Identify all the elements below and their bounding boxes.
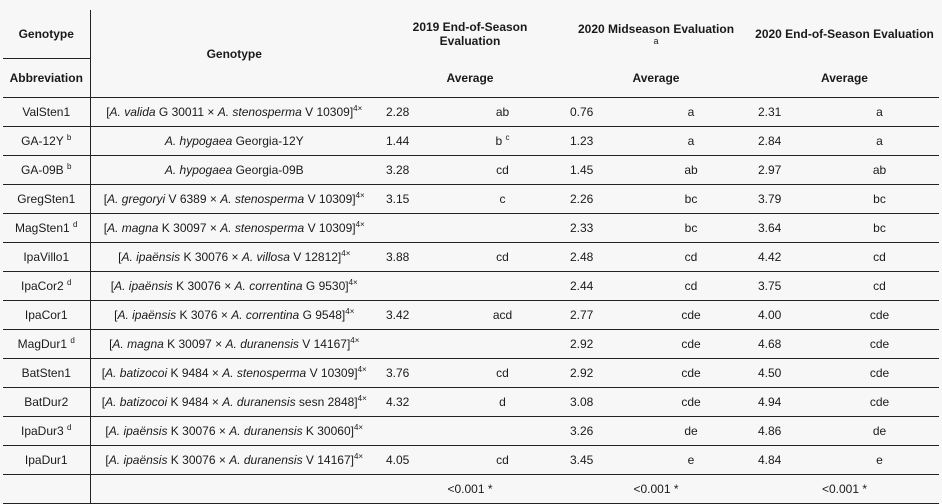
- abbreviation: GA-09B: [21, 163, 64, 177]
- average-2020-end: 2.84: [750, 127, 820, 156]
- group-2020-mid: cd: [632, 243, 750, 272]
- group-2020-end: e: [820, 446, 939, 475]
- genotype-accession-1: K 30076 ×: [172, 279, 235, 293]
- genotype-cell: [90, 185, 378, 214]
- group-2020-end: cde: [820, 359, 939, 388]
- group-2019: b: [495, 134, 503, 148]
- average-2019: 1.44: [378, 127, 443, 156]
- genotype-accession-1: V 6389 ×: [165, 192, 221, 206]
- genotype-species-1: A. gregoryi: [107, 192, 166, 206]
- abbreviation: IpaDur3: [21, 424, 64, 438]
- genotype-cell: [90, 301, 378, 330]
- average-2020-mid: 2.77: [562, 301, 632, 330]
- genotype-accession-1: Georgia-12Y: [232, 134, 304, 148]
- genotype-cell: [90, 417, 378, 446]
- header-eval-2020-end: 2020 End-of-Season Evaluation: [755, 27, 934, 42]
- genotype-species-1: A. ipaënsis: [108, 453, 168, 467]
- genotype-species-1: A. ipaënsis: [114, 279, 173, 293]
- genotype-bracket: [: [105, 453, 109, 467]
- p-value-2019: <0.001 *: [378, 475, 562, 504]
- genotype-ploidy: 4×: [341, 249, 351, 258]
- average-2020-mid: 3.45: [562, 446, 632, 475]
- group-2020-mid: ab: [632, 156, 750, 185]
- genotype-accession-1: K 30097 ×: [158, 221, 221, 235]
- genotype-accession-1: K 30076 ×: [167, 453, 230, 467]
- abbreviation-cell: [3, 272, 90, 301]
- abbreviation: IpaDur1: [24, 453, 68, 467]
- average-2019: 4.32: [378, 388, 443, 417]
- genotype-bracket: [: [105, 424, 109, 438]
- group-2019-cell: [443, 127, 562, 156]
- genotype-species-1: A. magna: [107, 221, 159, 235]
- group-2020-mid: a: [632, 98, 750, 127]
- genotype-species-2: A. correntina: [231, 308, 300, 322]
- genotype-accession-1: G 30011 ×: [155, 105, 218, 119]
- genotype-accession-1: Georgia-09B: [232, 163, 304, 177]
- p-value-2020-end: <0.001 *: [750, 475, 939, 504]
- genotype-ploidy: 4×: [350, 336, 360, 345]
- table-row: [3, 301, 939, 330]
- average-2020-mid: 3.08: [562, 388, 632, 417]
- abbreviation-cell: [3, 446, 90, 475]
- genotype-species-1: A. magna: [112, 337, 164, 351]
- group-2019-cell: [443, 272, 562, 301]
- genotype-ploidy: 4×: [355, 220, 365, 229]
- genotype-accession-2: V 10309]: [306, 366, 358, 380]
- genotype-ploidy: 4×: [348, 278, 358, 287]
- genotype-species-2: A. duranensis: [222, 395, 296, 409]
- group-2019: cd: [496, 250, 509, 264]
- header-eval-2020-mid: [562, 10, 750, 59]
- group-2019-footnote: c: [505, 133, 510, 142]
- genotype-cell: [90, 127, 378, 156]
- genotype-species-1: A. hypogaea: [164, 134, 233, 148]
- abbreviation-cell: [3, 417, 90, 446]
- genotype-accession-2: G 9530]: [302, 279, 349, 293]
- genotype-cell: [90, 243, 378, 272]
- genotype-species-1: A. batizocoi: [105, 395, 168, 409]
- genotype-ploidy: 4×: [357, 394, 367, 403]
- average-2019: [378, 330, 443, 359]
- header-abbreviation: Abbreviation: [3, 59, 90, 98]
- group-2020-mid: bc: [632, 214, 750, 243]
- average-2019: 4.05: [378, 446, 443, 475]
- genotype-bracket: [: [101, 366, 106, 380]
- genotype-evaluation-table: [3, 10, 939, 504]
- genotype-species-1: A. ipaënsis: [121, 250, 181, 264]
- group-2019-cell: [443, 359, 562, 388]
- abbreviation-cell: [3, 359, 90, 388]
- genotype-accession-2: V 12812]: [289, 250, 342, 264]
- genotype-ploidy: 4×: [355, 191, 365, 200]
- table-row: [3, 388, 939, 417]
- genotype-species-2: A. duranensis: [229, 424, 303, 438]
- abbreviation-cell: [3, 330, 90, 359]
- genotype-species-2: A. duranensis: [229, 453, 303, 467]
- group-2020-end: cde: [820, 301, 939, 330]
- average-2020-end: 4.86: [750, 417, 820, 446]
- average-2019: 3.76: [378, 359, 443, 388]
- genotype-bracket: [: [110, 279, 115, 293]
- genotype-ploidy: 4×: [353, 423, 364, 432]
- average-2019: [378, 417, 443, 446]
- genotype-bracket: [: [109, 337, 113, 351]
- genotype-bracket: [: [106, 105, 110, 119]
- genotype-species-2: A. correntina: [234, 279, 303, 293]
- header-average-2020-mid: Average: [562, 59, 750, 98]
- abbreviation: BatDur2: [24, 395, 69, 409]
- group-2020-mid: cd: [632, 272, 750, 301]
- abbreviation-cell: [3, 185, 90, 214]
- group-2020-mid: cde: [632, 359, 750, 388]
- abbreviation-cell: [3, 98, 90, 127]
- genotype-bracket: [: [103, 221, 108, 235]
- group-2020-end: a: [820, 127, 939, 156]
- genotype-bracket: [: [103, 192, 108, 206]
- genotype-accession-2: K 30060]: [302, 424, 354, 438]
- header-average-2020-end: Average: [750, 59, 939, 98]
- header-average-2019: Average: [378, 59, 562, 98]
- group-2019-cell: [443, 330, 562, 359]
- abbreviation: ValSten1: [22, 105, 71, 119]
- genotype-cell: [90, 156, 378, 185]
- average-2019: 3.15: [378, 185, 443, 214]
- average-2020-end: 2.31: [750, 98, 820, 127]
- average-2020-end: 4.84: [750, 446, 820, 475]
- abbreviation-footnote: d: [67, 423, 72, 432]
- average-2020-end: 4.00: [750, 301, 820, 330]
- average-2019: [378, 272, 443, 301]
- abbreviation-cell: [3, 214, 90, 243]
- table-row: [3, 156, 939, 185]
- genotype-accession-1: K 9484 ×: [167, 366, 223, 380]
- genotype-species-2: A. stenosperma: [217, 105, 302, 119]
- table-row: [3, 214, 939, 243]
- group-2019-cell: [443, 301, 562, 330]
- genotype-cell: [90, 272, 378, 301]
- group-2020-end: bc: [820, 214, 939, 243]
- group-2019-cell: [443, 185, 562, 214]
- header-genotype: Genotype: [90, 10, 378, 98]
- group-2019: ab: [495, 105, 510, 119]
- genotype-accession-1: K 30076 ×: [167, 424, 230, 438]
- genotype-ploidy: 4×: [345, 307, 355, 316]
- table-row: [3, 98, 939, 127]
- genotype-cell: [90, 446, 378, 475]
- header-genotype-top: Genotype: [3, 10, 90, 59]
- group-2019-cell: [443, 156, 562, 185]
- abbreviation-footnote: d: [73, 220, 78, 229]
- genotype-accession-1: K 9484 ×: [167, 395, 223, 409]
- group-2020-mid: cde: [632, 388, 750, 417]
- genotype-ploidy: 4×: [357, 365, 367, 374]
- average-2020-end: 3.64: [750, 214, 820, 243]
- group-2019: cd: [496, 453, 509, 467]
- abbreviation-footnote: b: [67, 162, 72, 171]
- table-row: [3, 185, 939, 214]
- abbreviation: BatSten1: [21, 366, 71, 380]
- genotype-species-1: A. batizocoi: [105, 366, 168, 380]
- average-2020-mid: 2.44: [562, 272, 632, 301]
- genotype-species-2: A. villosa: [241, 250, 290, 264]
- group-2019: acd: [492, 308, 513, 322]
- genotype-cell: [90, 330, 378, 359]
- p-value-2020-mid: <0.001 *: [562, 475, 750, 504]
- genotype-species-1: A. hypogaea: [164, 163, 233, 177]
- table-body: [3, 98, 939, 475]
- genotype-bracket: [: [118, 250, 122, 264]
- group-2020-mid: e: [632, 446, 750, 475]
- genotype-cell: [90, 98, 378, 127]
- abbreviation: IpaCor2: [21, 279, 64, 293]
- genotype-species-2: A. stenosperma: [222, 366, 307, 380]
- table-row: [3, 243, 939, 272]
- genotype-bracket: [: [101, 395, 106, 409]
- group-2020-end: bc: [820, 185, 939, 214]
- group-2020-mid: de: [632, 417, 750, 446]
- genotype-accession-2: V 14167]: [298, 337, 351, 351]
- group-2019-cell: [443, 243, 562, 272]
- group-2019: cd: [496, 366, 509, 380]
- average-2020-mid: 3.26: [562, 417, 632, 446]
- genotype-species-1: A. ipaënsis: [108, 424, 168, 438]
- group-2019: c: [499, 192, 506, 206]
- genotype-species-1: A. valida: [109, 105, 156, 119]
- abbreviation: GA-12Y: [21, 134, 64, 148]
- average-2020-mid: 1.23: [562, 127, 632, 156]
- group-2020-end: cd: [820, 243, 939, 272]
- table-row: [3, 272, 939, 301]
- abbreviation-footnote: b: [66, 133, 72, 142]
- genotype-accession-1: K 30097 ×: [163, 337, 226, 351]
- group-2019-cell: [443, 446, 562, 475]
- group-2020-end: cd: [820, 272, 939, 301]
- average-2020-mid: 2.33: [562, 214, 632, 243]
- genotype-accession-2: V 10309]: [304, 192, 356, 206]
- average-2020-end: 2.97: [750, 156, 820, 185]
- group-2020-mid: cde: [632, 301, 750, 330]
- average-2020-end: 4.68: [750, 330, 820, 359]
- table-row: [3, 417, 939, 446]
- abbreviation: IpaCor1: [24, 308, 68, 322]
- average-2020-end: 4.94: [750, 388, 820, 417]
- p-value-row: [3, 475, 939, 504]
- header-eval-2020-mid-label: 2020 Midseason Evaluation: [577, 22, 735, 37]
- group-2020-mid: bc: [632, 185, 750, 214]
- group-2020-mid: cde: [632, 330, 750, 359]
- group-2020-end: cde: [820, 330, 939, 359]
- average-2020-mid: 2.92: [562, 359, 632, 388]
- genotype-ploidy: 4×: [353, 452, 364, 461]
- genotype-accession-1: K 3076 ×: [176, 308, 232, 322]
- abbreviation: GregSten1: [17, 192, 76, 206]
- genotype-accession-2: V 14167]: [302, 453, 354, 467]
- genotype-bracket: [: [114, 308, 118, 322]
- average-2019: 3.42: [378, 301, 443, 330]
- average-2019: [378, 214, 443, 243]
- genotype-species-2: A. stenosperma: [220, 192, 305, 206]
- group-2020-mid: a: [632, 127, 750, 156]
- average-2020-mid: 2.26: [562, 185, 632, 214]
- average-2020-end: 3.79: [750, 185, 820, 214]
- average-2020-mid: 0.76: [562, 98, 632, 127]
- header-eval-2019: 2019 End-of-Season Evaluation: [412, 20, 528, 49]
- genotype-accession-2: V 10309]: [304, 221, 356, 235]
- genotype-accession-2: V 10309]: [301, 105, 354, 119]
- table-row: [3, 359, 939, 388]
- abbreviation-cell: [3, 156, 90, 185]
- table-row: [3, 127, 939, 156]
- abbreviation: MagDur1: [17, 337, 68, 351]
- genotype-accession-1: K 30076 ×: [180, 250, 242, 264]
- abbreviation-cell: [3, 243, 90, 272]
- average-2020-mid: 2.48: [562, 243, 632, 272]
- genotype-ploidy: 4×: [353, 104, 363, 113]
- genotype-cell: [90, 214, 378, 243]
- group-2019: d: [499, 395, 506, 409]
- table-row: [3, 446, 939, 475]
- group-2019-cell: [443, 98, 562, 127]
- genotype-accession-2: G 9548]: [299, 308, 346, 322]
- table-row: [3, 330, 939, 359]
- average-2020-mid: 1.45: [562, 156, 632, 185]
- abbreviation-cell: [3, 127, 90, 156]
- group-2020-end: cde: [820, 388, 939, 417]
- genotype-species-1: A. ipaënsis: [117, 308, 177, 322]
- genotype-accession-2: sesn 2848]: [295, 395, 358, 409]
- group-2019-cell: [443, 214, 562, 243]
- abbreviation-cell: [3, 301, 90, 330]
- data-table-container: [3, 10, 939, 504]
- genotype-species-2: A. duranensis: [225, 337, 299, 351]
- genotype-species-2: A. stenosperma: [220, 221, 305, 235]
- header-eval-2020-mid-footnote: a: [653, 36, 659, 47]
- group-2019: cd: [496, 163, 509, 177]
- genotype-cell: [90, 388, 378, 417]
- genotype-cell: [90, 359, 378, 388]
- average-2020-end: 4.50: [750, 359, 820, 388]
- abbreviation: MagSten1: [15, 221, 70, 235]
- average-2019: 3.88: [378, 243, 443, 272]
- average-2019: 3.28: [378, 156, 443, 185]
- abbreviation-footnote: d: [67, 278, 72, 287]
- abbreviation-footnote: d: [70, 336, 75, 345]
- abbreviation: IpaVillo1: [23, 250, 70, 264]
- group-2020-end: a: [820, 98, 939, 127]
- average-2020-end: 4.42: [750, 243, 820, 272]
- group-2019-cell: [443, 417, 562, 446]
- abbreviation-cell: [3, 388, 90, 417]
- average-2020-end: 3.75: [750, 272, 820, 301]
- group-2020-end: ab: [820, 156, 939, 185]
- group-2020-end: de: [820, 417, 939, 446]
- average-2019: 2.28: [378, 98, 443, 127]
- group-2019-cell: [443, 388, 562, 417]
- average-2020-mid: 2.92: [562, 330, 632, 359]
